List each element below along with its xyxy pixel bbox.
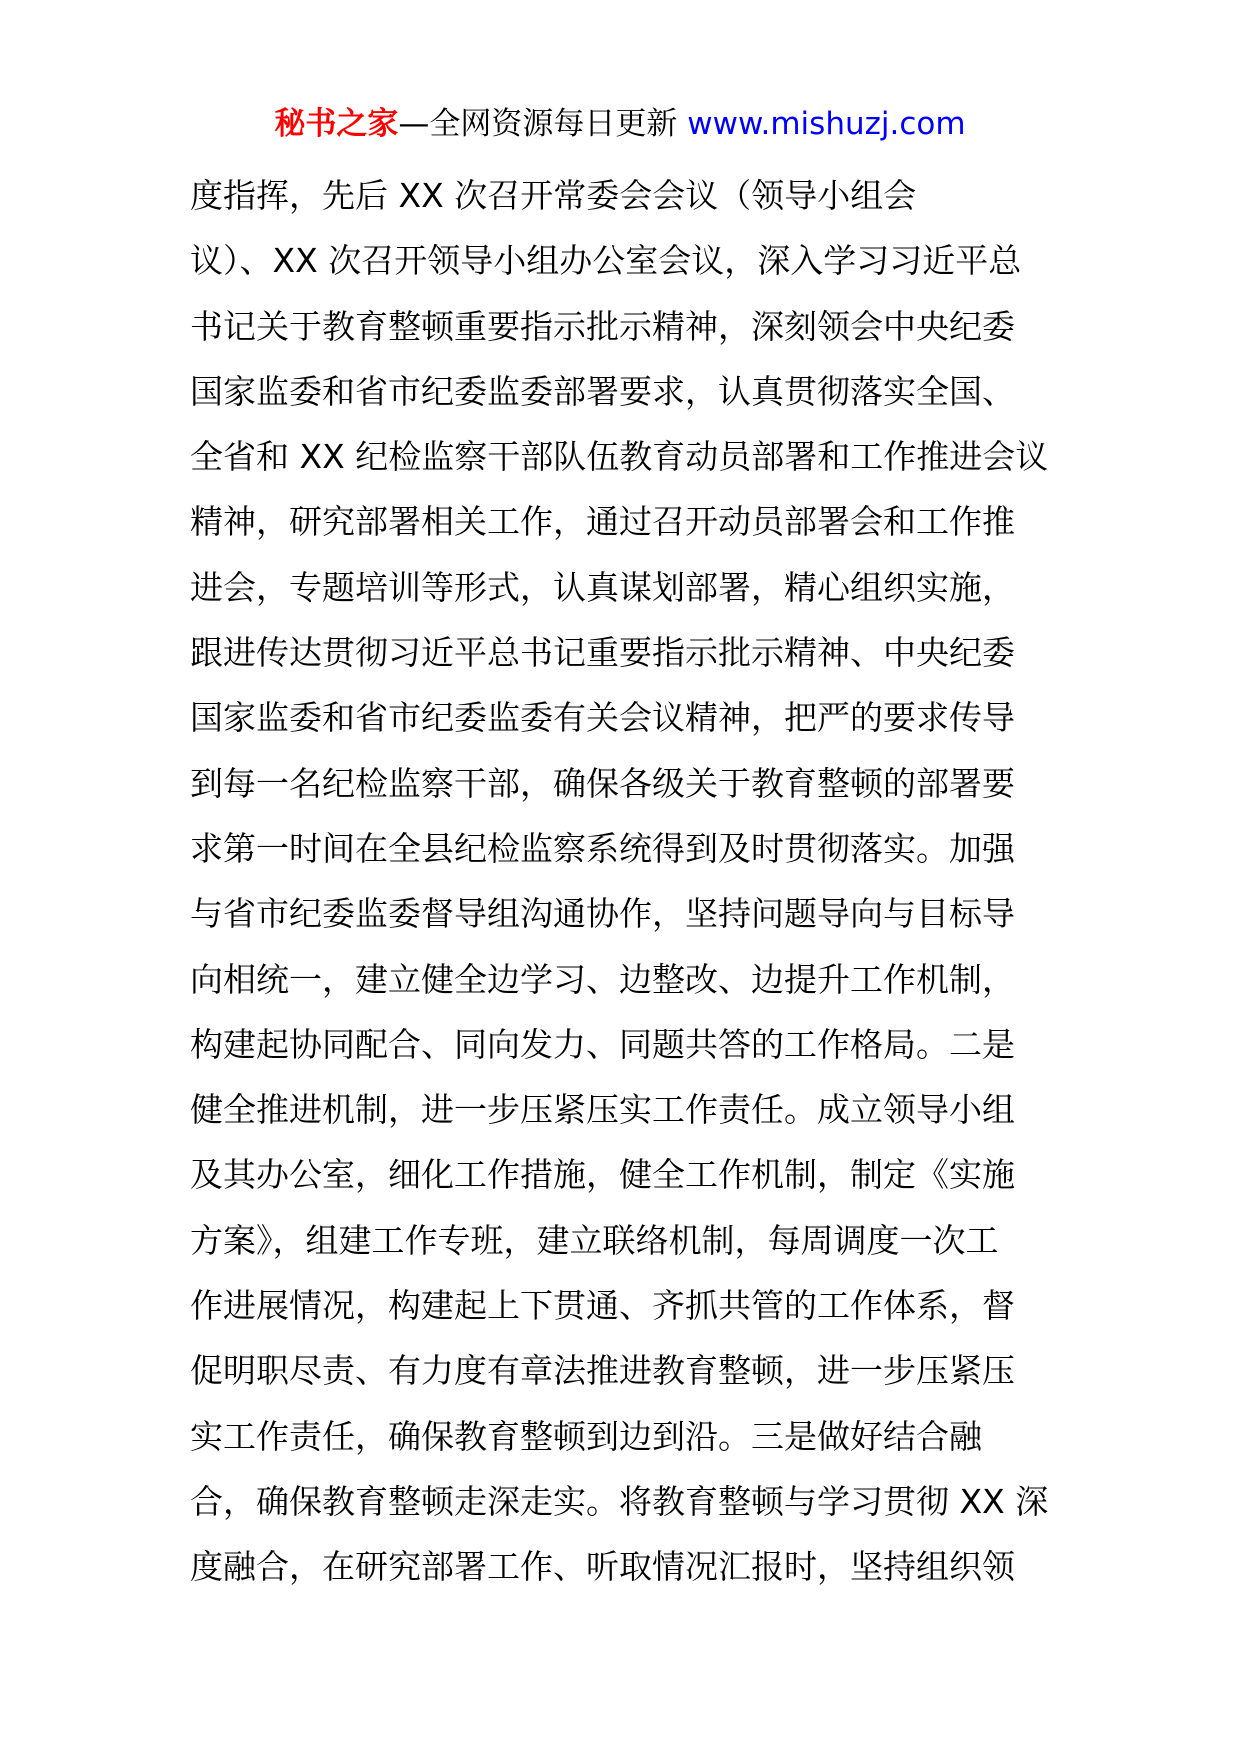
text-line: 议）、XX 次召开领导小组办公室会议，深入学习习近平总 [190, 241, 1022, 281]
text-line: 求第一时间在全县纪检监察系统得到及时贯彻落实。加强 [190, 828, 1015, 868]
text-line: 精神，研究部署相关工作，通过召开动员部署会和工作推 [190, 502, 1015, 542]
header-tagline: —全网资源每日更新 [398, 106, 678, 142]
page-header [0, 98, 1240, 150]
text-line: 健全推进机制，进一步压紧压实工作责任。成立领导小组 [190, 1090, 1015, 1130]
text-line: 全省和 XX 纪检监察干部队伍教育动员部署和工作推进会议 [190, 437, 1049, 477]
text-line: 实工作责任，确保教育整顿到边到沿。三是做好结合融 [190, 1416, 982, 1456]
site-url-link[interactable]: www.mishuzj.com [687, 106, 966, 142]
text-line: 构建起协同配合、同向发力、同题共答的工作格局。二是 [190, 1024, 1015, 1064]
text-line: 度融合，在研究部署工作、听取情况汇报时，坚持组织领 [190, 1547, 1015, 1587]
text-line: 及其办公室，细化工作措施，健全工作机制，制定《实施 [190, 1155, 1015, 1195]
text-line: 书记关于教育整顿重要指示批示精神，深刻领会中央纪委 [190, 306, 1015, 346]
text-line: 与省市纪委监委督导组沟通协作，坚持问题导向与目标导 [190, 894, 1015, 934]
brand-name: 秘书之家 [274, 106, 399, 142]
text-line: 度指挥，先后 XX 次召开常委会会议（领导小组会 [190, 176, 917, 215]
text-line: 国家监委和省市纪委监委有关会议精神，把严的要求传导 [190, 698, 1015, 738]
text-line: 进会，专题培训等形式，认真谋划部署，精心组织实施， [190, 567, 1015, 607]
text-line: 合，确保教育整顿走深走实。将教育整顿与学习贯彻 XX 深 [190, 1481, 1049, 1521]
text-line: 到每一名纪检监察干部，确保各级关于教育整顿的部署要 [190, 763, 1015, 803]
text-line: 国家监委和省市纪委监委部署要求，认真贯彻落实全国、 [190, 371, 1015, 411]
text-line: 方案》，组建工作专班，建立联络机制，每周调度一次工 [190, 1220, 999, 1260]
text-line: 作进展情况，构建起上下贯通、齐抓共管的工作体系，督 [190, 1286, 1015, 1326]
text-line: 促明职尽责、有力度有章法推进教育整顿，进一步压紧压 [190, 1351, 1015, 1391]
text-line: 向相统一，建立健全边学习、边整改、边提升工作机制， [190, 959, 1015, 999]
body-text [190, 163, 1070, 1600]
text-line: 跟进传达贯彻习近平总书记重要指示批示精神、中央纪委 [190, 633, 1015, 673]
